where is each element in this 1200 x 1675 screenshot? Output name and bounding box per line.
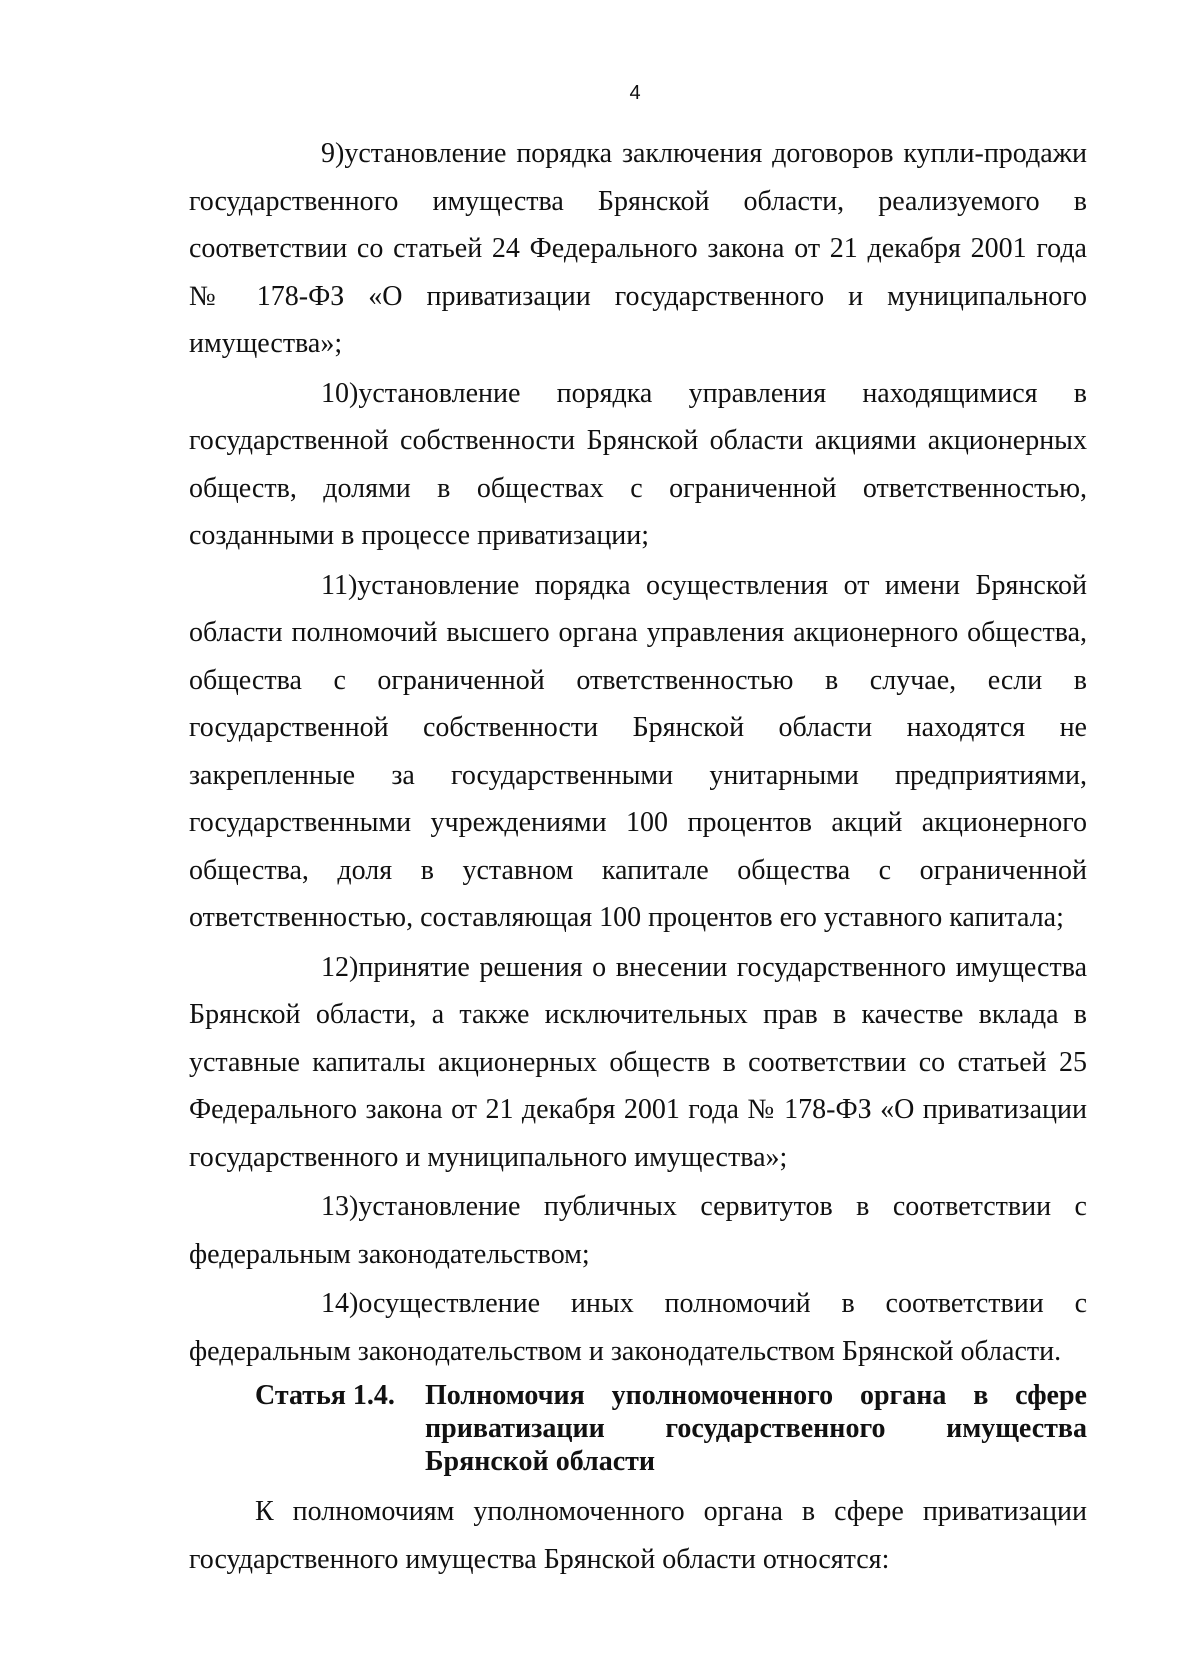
- item-number: 11): [321, 569, 358, 601]
- list-item: [189, 944, 1087, 1182]
- item-text: установление публичных сервитутов в соответствии с федеральным законодательством;: [189, 1191, 1087, 1270]
- page-number: 4: [629, 82, 641, 104]
- list-item: [189, 130, 1087, 368]
- item-text: установление порядка осуществления от имени Брянской области полномочий высшего органа управления акционерного общества, общества с ограниченной ответственностью в случае, если в государственной собственности Брянской области находятся не закрепленные за государственными унитарными предприятиями, государственными учреждениями 100 процентов акций акционерного общества, доля в уставном капитале общества с ограниченной ответственностью, составляющая 100 процентов его уставного капитала;: [189, 569, 1087, 933]
- item-number: 14): [321, 1288, 359, 1319]
- item-number: 13): [321, 1191, 359, 1222]
- article-heading: [255, 1379, 1087, 1478]
- item-text: принятие решения о внесении государственного имущества Брянской области, а также исключительных прав в качестве вклада в уставные капиталы акционерных обществ в соответствии со статьей 25 Федерального закона от 21 декабря 2001 года № 178-ФЗ «О приватизации государственного и муниципального имущества»;: [189, 951, 1087, 1173]
- document-body: [189, 130, 1087, 1583]
- list-item: [189, 1183, 1087, 1278]
- article-label: Статья 1.4.: [255, 1380, 395, 1411]
- item-text: установление порядка управления находящимися в государственной собственности Брянской области акциями акционерных обществ, долями в обществах с ограниченной ответственностью, созданными в процессе приватизации;: [189, 377, 1087, 551]
- item-number: 9): [321, 138, 345, 169]
- closing-paragraph: К полномочиям уполномоченного органа в сфере приватизации государственного имущества Брянской области относятся:: [189, 1496, 1087, 1575]
- list-item: [189, 562, 1087, 942]
- list-item: [189, 370, 1087, 560]
- list-item: [189, 1280, 1087, 1375]
- article-title: Полномочия уполномоченного органа в сфере приватизации государственного имущества Брянской области: [425, 1380, 1087, 1477]
- item-number: 12): [321, 951, 359, 983]
- item-text: осуществление иных полномочий в соответствии с федеральным законодательством и законодательством Брянской области.: [189, 1288, 1087, 1367]
- item-number: 10): [321, 377, 359, 409]
- item-text: установление порядка заключения договоров купли-продажи государственного имущества Брянской области, реализуемого в соответствии со статьей 24 Федерального закона от 21 декабря 2001 года № 178-ФЗ «О приватизации государственного и муниципального имущества»;: [189, 138, 1087, 359]
